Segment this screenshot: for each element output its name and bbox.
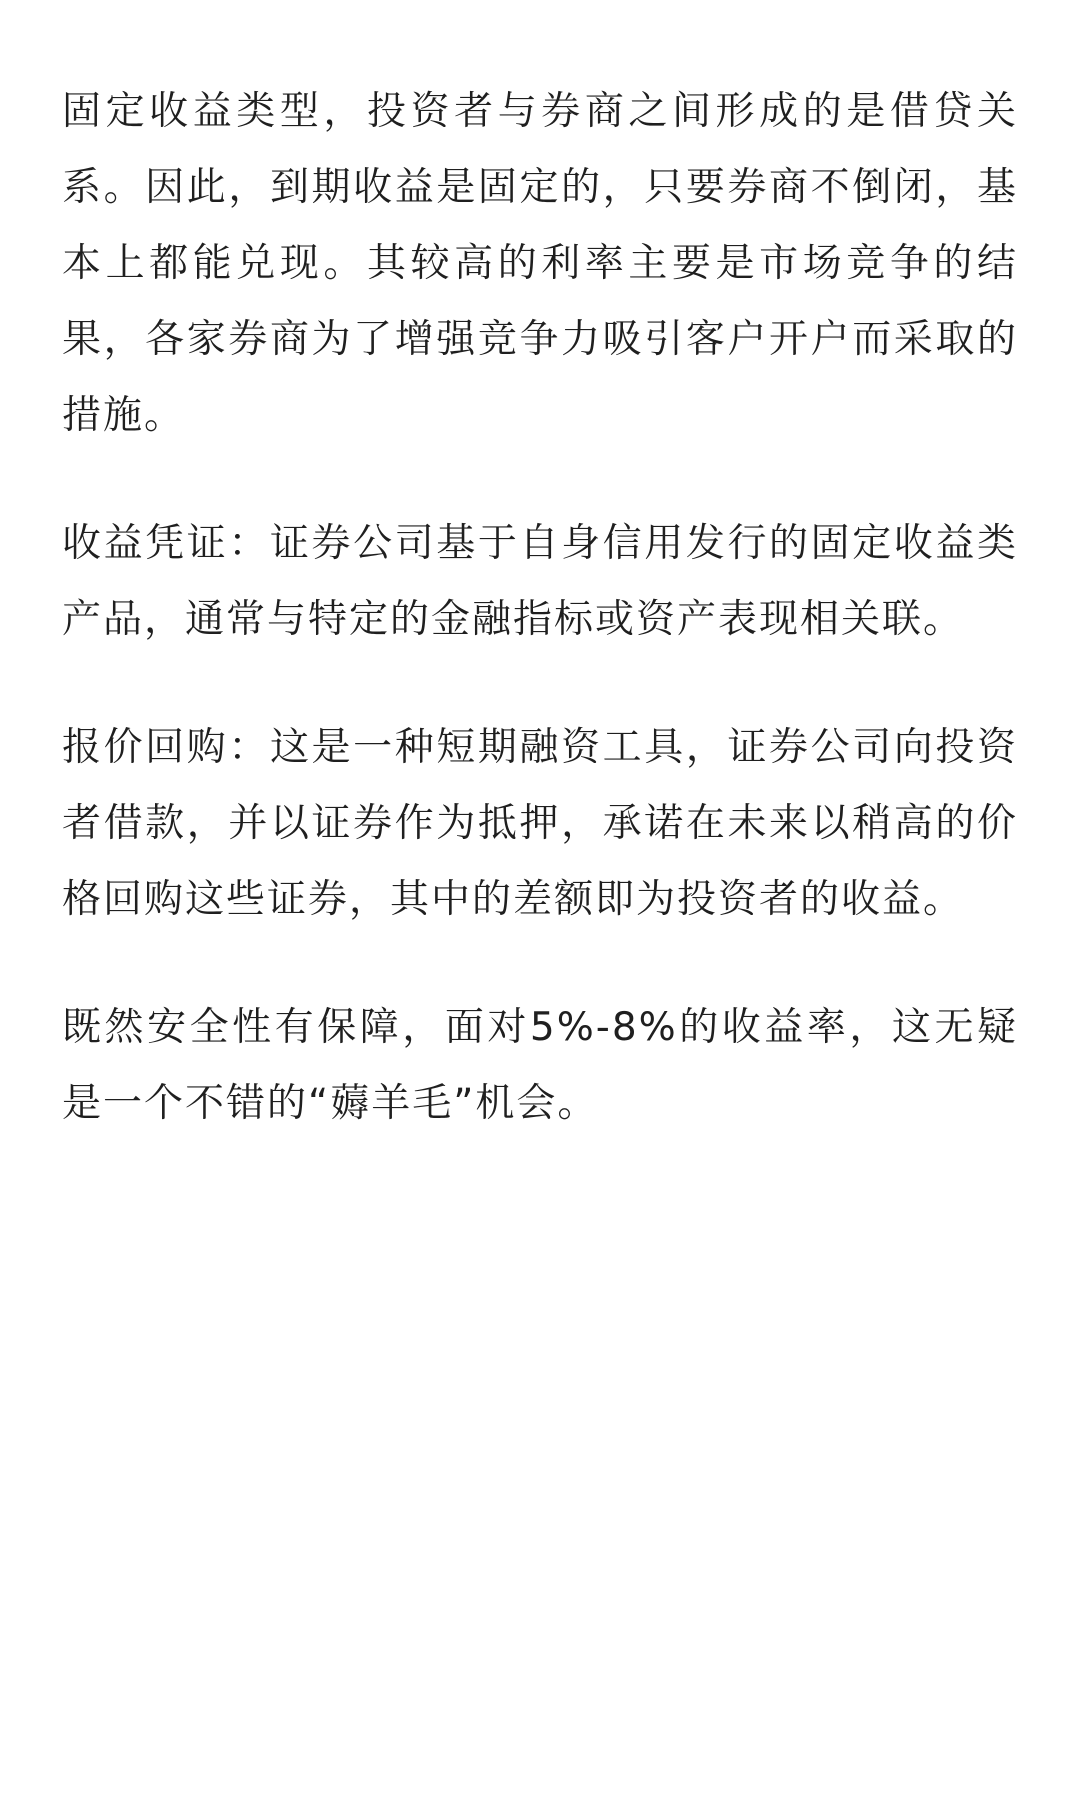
paragraph-fixed-income: 固定收益类型，投资者与券商之间形成的是借贷关系。因此，到期收益是固定的，只要券商不倒闭，基本上都能兑现。其较高的利率主要是市场竞争的结果，各家券商为了增强竞争力吸引客户开户而采取的措施。: [62, 89, 1018, 438]
paragraph-quote-repurchase: 报价回购：这是一种短期融资工具，证券公司向投资者借款，并以证券作为抵押，承诺在未来以稍高的价格回购这些证券，其中的差额即为投资者的收益。: [62, 725, 1018, 922]
paragraph-conclusion: 既然安全性有保障，面对5%-8%的收益率，这无疑是一个不错的“薅羊毛”机会。: [62, 1005, 1018, 1126]
paragraph-income-certificate: 收益凭证：证券公司基于自身信用发行的固定收益类产品，通常与特定的金融指标或资产表现相关联。: [62, 521, 1018, 642]
